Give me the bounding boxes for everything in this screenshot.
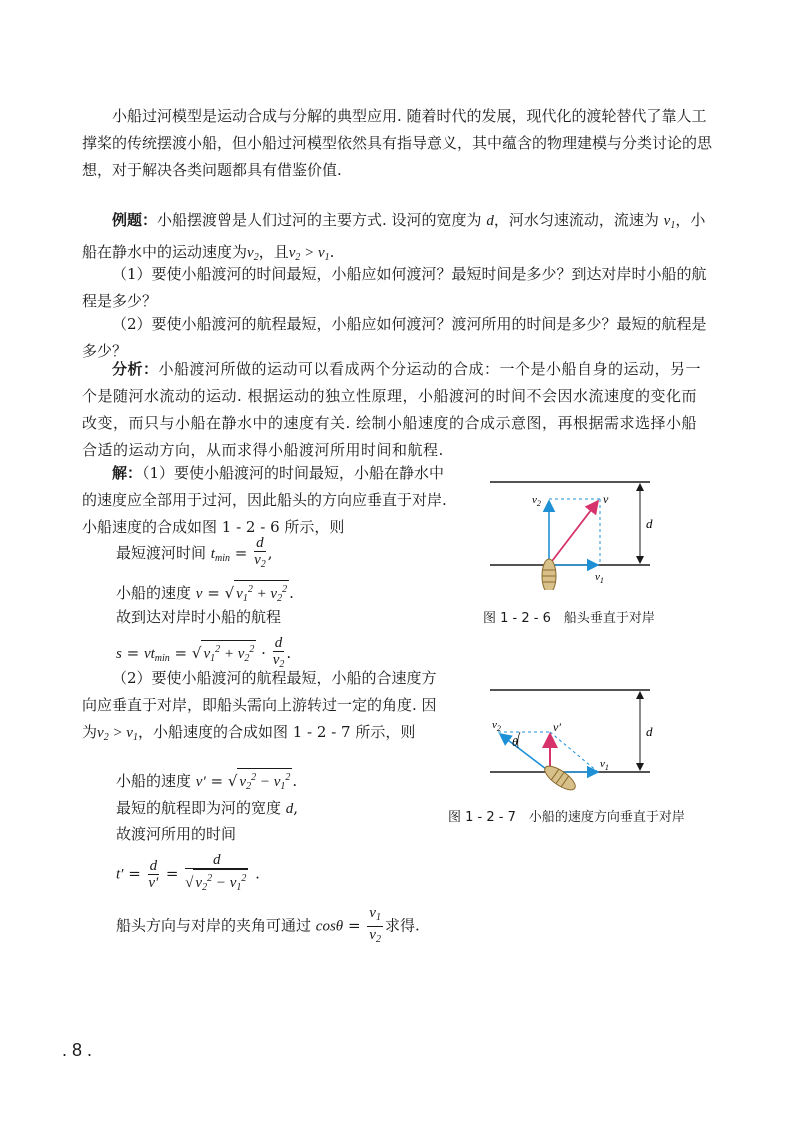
formula-s-label: 故到达对岸时小船的航程 <box>116 608 282 626</box>
shortest-path: 最短的航程即为河的宽度 d, <box>116 799 299 817</box>
example-label: 例题： <box>112 211 158 229</box>
v2-label: $v_2$ <box>532 494 541 508</box>
dash-diagonal <box>550 732 598 772</box>
fig2-caption: 图 1 - 2 - 7 小船的速度方向垂直于对岸 <box>448 810 685 825</box>
theta-label: θ <box>512 735 518 749</box>
boat <box>542 559 556 590</box>
v2-arrow-2 <box>500 734 550 772</box>
v-prime-label: v′ <box>553 720 561 734</box>
question-1: （1）要使小船渡河的时间最短，小船应如何渡河？最短时间是多少？到达对岸时小船的航程是多少？ <box>82 265 707 310</box>
example-paragraph: 例题：小船摆渡曾是人们过河的主要方式. 设河的宽度为 d，河水匀速流动，流速为 $v_1$，小船在静水中的运动速度为$v_2$，且$v_2 > v_1$. <box>82 211 706 263</box>
boat-2 <box>541 762 579 794</box>
page-number: . 8 . <box>62 1040 93 1060</box>
figure-1-2-7 <box>470 680 680 800</box>
figure-1-2-6 <box>470 470 680 590</box>
fig1-caption: 图 1 - 2 - 6 船头垂直于对岸 <box>483 611 655 626</box>
formula-t-prime: t′ = $\frac{d}{v'}$ = $\frac{d}{√ v_2^2 - v_1^2}$ . <box>116 852 260 897</box>
time-label: 故渡河所用的时间 <box>116 825 237 843</box>
formula-angle: 船头方向与对岸的夹角可通过 cosθ = $\frac{v_1}{v_2}$ 求得. <box>116 905 420 945</box>
v-label: v <box>603 492 609 506</box>
analysis-paragraph: 分析：小船渡河所做的运动可以看成两个分运动的合成：一个是小船自身的运动，另一个是随河水流动的运动. 根据运动的独立性原理，小船渡河的时间不会因水流速度的变化而改变，而只与小船在静水中的速度有关. 绘制小船速度的合成示意图，再根据需求选择小船合适的运动方向，从而求得小船渡河所用时间和航程. <box>82 360 702 459</box>
theta-arc <box>518 732 520 748</box>
v1-label: $v_1$ <box>595 571 604 585</box>
solution-label: 解： <box>112 464 143 482</box>
solution-part1: 解：（1）要使小船渡河的时间最短，小船在静水中的速度应全部用于过河，因此船头的方向应垂直于对岸. 小船速度的合成如图 1 - 2 - 6 所示，则 <box>82 464 447 536</box>
solution-part2: （2）要使小船渡河的航程最短，小船的合速度方向应垂直于对岸，即船头需向上游转过一定的角度. 因为$v_2 > v_1$，小船速度的合成如图 1 - 2 - 7 所示，则 <box>82 669 437 743</box>
intro-paragraph: 小船过河模型是运动合成与分解的典型应用. 随着时代的发展，现代化的渡轮替代了靠人工撑桨的传统摆渡小船，但小船过河模型依然具有指导意义，其中蕴含的物理建模与分类讨论的思想，对于解决各类问题都具有借鉴价值. <box>82 107 713 179</box>
v1-label-2: $v_1$ <box>600 758 609 772</box>
v2-label-2: $v_2$ <box>492 719 501 733</box>
analysis-label: 分析： <box>112 360 159 378</box>
d-label: d <box>646 516 653 531</box>
formula-v: 小船的速度 v = √ $v_1^2 + v_2^2$ . <box>116 580 294 608</box>
d2-label: d <box>646 724 653 739</box>
formula-s: $s = vt_{min}$ = √ $v_1^2 + v_2^2$ · $\frac{d}{v_2}$ . <box>116 635 292 670</box>
formula-tmin: 最短渡河时间 $t_{min}$ = $\frac{d}{v_2}$ , <box>116 535 273 570</box>
question-2: （2）要使小船渡河的航程最短，小船应如何渡河？渡河所用的时间是多少？最短的航程是多少？ <box>82 315 707 360</box>
formula-v-prime: 小船的速度 v′ = √ $v_2^2 - v_1^2$ . <box>116 768 297 796</box>
v-arrow <box>549 501 598 565</box>
